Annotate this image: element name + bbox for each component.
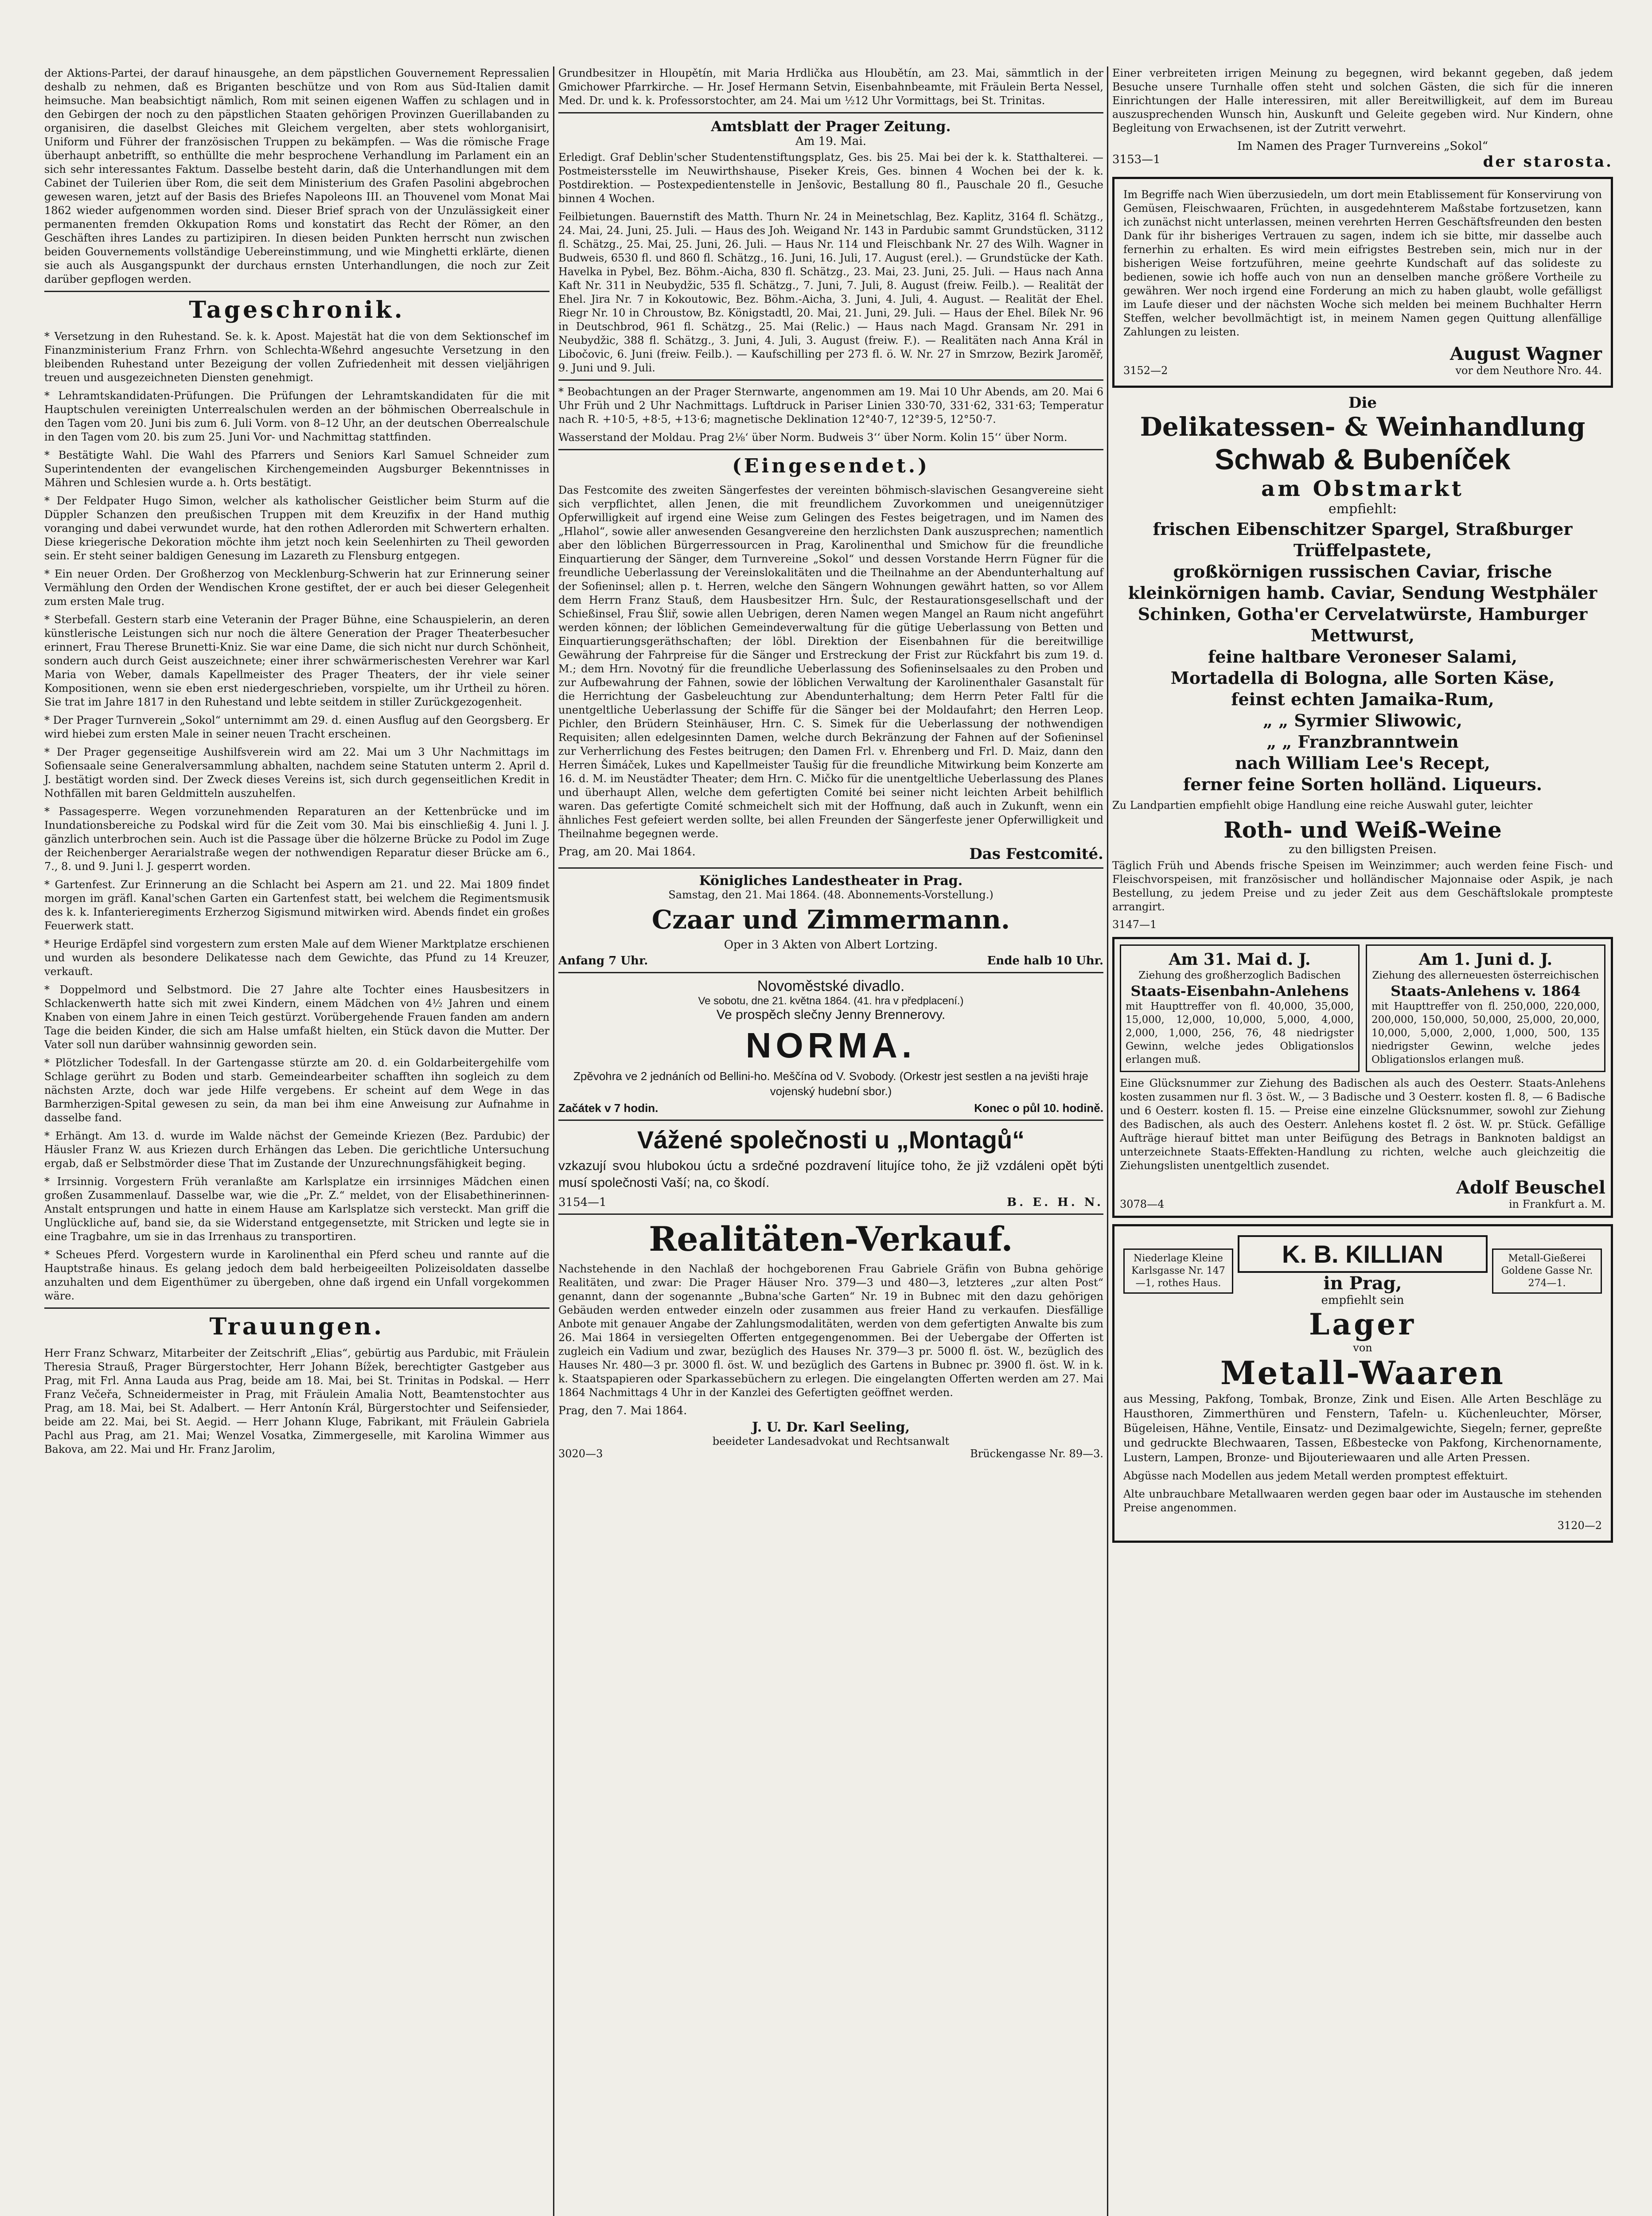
date-line: Prag, den 7. Mai 1864.: [558, 1404, 687, 1417]
theater-title: Czaar und Zimmermann.: [651, 905, 1010, 935]
chronicle-item: * Plötzlicher Todesfall. In der Gartengasse stürzte am 20. d. ein Goldarbeitergehilfe vom Schlage gerührt zu Boden und starb. Gemeindearbeiter schafften ihn sogleich zu dem nächsten Arzte, doch war jede Hilfe vergebens. Er scheint auf dem Wege in das Barmherzigen-Spital gewesen zu sein, da man bei ihm eine Anweisung zur Aufnahme in dasselbe fand.: [44, 1057, 549, 1124]
ad-number: 3120—2: [1557, 1519, 1602, 1532]
chronicle-item: * Der Prager gegenseitige Aushilfsverein wird am 22. Mai um 3 Uhr Nachmittags im Sofiensaale seine Generalversammlung abhalten, nachdem seine Statuten unterm 2. April d. J. bestätigt worden sind. Der Zweck dieses Vereins ist, sich durch gegenseitlichen Kredit in Nothfällen mit baren Geldmitteln auszuhelfen.: [44, 746, 549, 800]
product-item: „ „ Franzbranntwein: [1266, 732, 1459, 752]
lottery-date: Am 1. Juni d. J.: [1418, 950, 1553, 969]
product-item: Mortadella di Bologna, alle Sorten Käse,: [1170, 668, 1555, 688]
czech-theater-date: Ve sobotu, dne 21. května 1864. (41. hra v předplacení.): [698, 995, 964, 1007]
politics-article: der Aktions-Partei, der darauf hinausgehe, an dem päpstlichen Gouvernement Repressalien deshalb zu nehmen, daß es Briganten beschütze und von Rom aus Süd-Italien damit heimsuche. Man beabsichtigt nämlich, Rom mit seinen eigenen Waffen zu schlagen und in den Gebirgen der noch zu den päpstlichen Staaten gehörigen Provinzen Guerillabanden zu organisiren, die daselbst Gleiches mit Gleichem vergelten, aber stets wohlorganisirt, Uniform und Führer der französischen Truppen zu bekämpfen. — Was die römische Frage überhaupt anbetrifft, so enthüllte die mehr besprochene Verhandlung im Parlament ein an sich sehr interessantes Faktum. Dasselbe besteht darin, daß die Unterhandlungen mit dem Cabinet der Tuilerien über Rom, die seit dem Ministerium des Grafen Pasolini abgebrochen gewesen waren, jetzt auf der Basis des Briefes Napoleons III. an Thouvenel vom Monat Mai 1862 wieder aufgenommen worden sind. Dieser Brief sprach von der Unzulässigkeit einer permanenten fremden Okkupation Roms und konstatirt das Recht der Römer, an den Geschäften ihres Landes zu partizipiren. In diesen beiden Punkten herrscht nun zwischen beiden Gouvernements vollständige Uebereinstimmung, und wie Minghetti erklärte, dienen sie auch als Ausgangspunkt der durchaus ernsten Unterhandlungen, die noch zur Zeit darüber gepflogen werden.: [44, 67, 549, 285]
lottery-right: [1366, 944, 1605, 1072]
chronicle-item: * Doppelmord und Selbstmord. Die 27 Jahre alte Tochter eines Hausbesitzers in Schlackenwerth hatte sich mit zwei Kindern, einem Mädchen von 4½ Jahren und einem Knaben von einem Jahre in einen Teich gestürzt. Vorübergehende Frauen fanden am andern Tage die beiden Kinder, die sich am Halse umfaßt hielten, ein Stück davon die Mutter. Der Vater soll nun darüber wahnsinnig geworden sein.: [44, 983, 549, 1051]
product-list: [1112, 519, 1613, 795]
montagu-title: Vážené společnosti u „Montagů“: [637, 1126, 1025, 1154]
advertiser-name: Adolf Beuschel: [1456, 1177, 1605, 1198]
divider: [558, 1120, 1103, 1121]
czech-theater-start: Začátek v 7 hodin.: [558, 1101, 658, 1115]
chronicle-item: * Heurige Erdäpfel sind vorgestern zum ersten Male auf dem Wiener Marktplatze erschienen und wurden als besondere Delikatesse nach dem Gewichte, das Pfund zu 14 Kreuzer, verkauft.: [44, 938, 550, 978]
divider: [558, 449, 1103, 450]
firm-location: am Obstmarkt: [1261, 476, 1464, 501]
wagner-ad: [1112, 177, 1613, 388]
von-label: von: [1353, 1342, 1372, 1354]
lottery-text: mit Haupttreffer von fl. 250,000, 220,000, 200,000, 150,000, 50,000, 25,000, 20,000, 10,000, 5,000, 2,000, 1,000, 500, 135 niedrigster Gewinn, welche jedes Obligationslos erlangen muß.: [1371, 1001, 1600, 1065]
lottery-ad: [1112, 937, 1613, 1218]
lottery-conditions: Eine Glücksnummer zur Ziehung des Badischen als auch des Oesterr. Staats-Anlehens kosten zusammen nur fl. 3 öst. W., — 3 Badische und 3 Oesterr. kosten fl. 8, — 6 Badische und 6 Oesterr. kosten fl. 15. — Preise eine einzelne Glücksnummer, sowohl zur Ziehung des Badischen, als auch des Oesterr. Anlehens kostet fl. 2 öst. W. pr. Stück. Gefällige Aufträge hierauf bittet man unter Beifügung des Betrags in Banknoten baldigst an unterzeichnete Staats-Effekten-Handlung zu richten, welche auch gleichzeitig die Ziehungslisten unentgeltlich zusendet.: [1120, 1077, 1605, 1172]
date-line: Am 19. Mai.: [795, 135, 866, 148]
ad-number: 3153—1: [1112, 153, 1161, 166]
ad-text: Zu Landpartien empfiehlt obige Handlung eine reiche Auswahl guter, leichter: [1112, 799, 1533, 811]
chronicle-item: * Scheues Pferd. Vorgestern wurde in Karolinenthal ein Pferd scheu und rannte auf die Hauptstraße hinaus. Es gelang jedoch dem bald herbeigeeilten Polizeisoldaten dasselbe anzuhalten und dem Eigenthümer zu übergeben, ohne daß irgend ein Unfall vorgekommen wäre.: [44, 1248, 549, 1302]
divider: [44, 291, 549, 292]
theater-end: Ende halb 10 Uhr.: [987, 954, 1103, 968]
turnverein-notice: Einer verbreiteten irrigen Meinung zu begegnen, wird bekannt gegeben, daß jedem Besuche unsere Turnhalle offen steht und solchen Gästen, die sich für die inneren Einrichtungen der Halle interessiren, mit aller Bereitwilligkeit, auf dem im Bureau auszusprechenden Wunsch hin, Auskunft und Geleite gegeben wird. Nur Kindern, ohne Begleitung von Erwachsenen, ist der Zutritt verwehrt.: [1112, 67, 1613, 134]
product-item: „ „ Syrmier Sliwowic,: [1263, 710, 1462, 730]
column-1: [44, 66, 549, 1461]
montagu-text: vzkazují svou hlubokou úctu a srdečné pozdravení litujíce toho, že již vzdáleni opět býti musí společnosti Vaší; na, co škodí.: [558, 1159, 1103, 1190]
product-item: großkörnigen russischen Caviar, frische kleinkörnigen hamb. Caviar, Sendung Westphäler Schinken, Gotha'er Cervelatwürste, Hamburger Mettwurst,: [1128, 562, 1597, 645]
section-heading: (Eingesendet.): [732, 455, 930, 477]
chronicle-item: * Gartenfest. Zur Erinnerung an die Schlacht bei Aspern am 21. und 22. Mai 1809 findet morgen im gräfl. Kanal'schen Garten ein Gartenfest statt, bei welchem die Regimentsmusik des k. k. Infanterieregiments Erzherzog Sigismund mitwirken wird. Abends findet ein großes Feuerwerk statt.: [44, 878, 549, 932]
submitted-text: Das Festcomite des zweiten Sängerfestes der vereinten böhmisch-slavischen Gesangvereine sieht sich verpflichtet, allen Jenen, die mit freundlichem Zuvorkommen und uneigennütziger Opferwilligkeit auf irgend eine Weise zum Gelingen des Festes beigetragen, und im Namen des „Hlahol“, sowie aller anwesenden Gesangvereine den herzlichsten Dank auszusprechen; namentlich aber den löblichen Bürgerressourcen in Prag, Karolinenthal und Smichow für die freundliche Einquartierung der Sänger, dem Turnvereine „Sokol“ und dessen Vorstande Herrn Fügner für die freundliche Ueberlassung der Vereinslokalitäten und die Theilnahme an der Abendunterhaltung auf der Sofieninsel; allen p. t. Herren, welche den Sängern Wohnungen gewährt hatten, so vor Allem dem Herrn Franz Stauß, dem Hausbesitzer Hrn. Šulc, der Restaurationsgesellschaft und der Schießinsel, Frau Šliř, sowie allen Uebrigen, deren Namen wegen Mangel an Raum nicht angeführt werden können; der löblichen Gemeindeverwaltung für die gütige Ueberlassung von Betten und Einquartierungsgeräthschaften; der löbl. Direktion der Eisenbahnen für die bereitwillige Gewährung der Fahrpreise für die Sänger und Erstreckung der Frist zur Rückfahrt bis zum 19. d. M.; dem Hrn. Novotný für die freundliche Ueberlassung des Sofieninselsaales zu den Proben und zur Aufbewahrung der Fahnen, sowie der löblichen Verwaltung der Karolinenthaler Gasanstalt für die Herrichtung der Gasbeleuchtung zur Abendunterhaltung; dem Herrn Peter Faltl für die unentgeltliche Ueberlassung der Schiffe für die Sänger bei der Moldaufahrt; den Herren Leop. Pichler, den Brüdern Steinhäuser, Hrn. C. S. Simek für die Ueberlassung der nothwendigen Requisiten; allen edelgesinnten Damen, welche durch Bekränzung der Fahnen auf der Sofieninsel zur Verherrlichung des Festes beitrugen; den Damen Frl. v. Ehrenberg und Frl. D. Maiz, dann den Herren Šimáček, Lukes und Kapellmeister Taušig für die freundliche Mitwirkung beim Konzerte am 16. d. M. im Neustädter Theater; dem Hrn. C. Mičko für die unentgeltliche Ueberlassung des Planes und überhaupt Allen, welche dem gefertigten Comité bei seiner nicht leichten Arbeit behilflich waren. Das gefertigte Comité schmeichelt sich mit der Hoffnung, daß auch in Zukunft, wenn ein ähnliches Fest gefeiert werden sollte, bei allen Freunden der Sängerfeste jener Opferwilligkeit und Theilnahme begegnen werde.: [558, 484, 1103, 840]
lottery-heading: Ziehung des allerneuesten österreichischen: [1372, 970, 1599, 981]
divider: [44, 1307, 549, 1309]
lager-heading: Lager: [1309, 1307, 1417, 1342]
signature: Im Namen des Prager Turnvereins „Sokol“: [1237, 140, 1488, 153]
recommends-label: empfiehlt:: [1328, 501, 1397, 517]
ad-article: Die: [1348, 394, 1377, 412]
section-heading: Amtsblatt der Prager Zeitung.: [711, 118, 951, 135]
chronicle-item: * Lehramtskandidaten-Prüfungen. Die Prüfungen der Lehramtskandidaten für die mit Hauptschulen vereinigten Unterrealschulen werden an der böhmischen Oberrealschule in den Tagen vom 20. Juni bis zum 6. Juli Vorm. von 8–12 Uhr, an der deutschen Oberrealschule in den Tagen vom 20. bis zum 25. Juni Vor- und Nachmittag stattfinden.: [44, 390, 549, 443]
firm-name: Schwab & Bubeníček: [1215, 443, 1511, 476]
lottery-text: mit Haupttreffer von fl. 40,000, 35,000, 15,000, 12,000, 10,000, 5,000, 4,000, 2,000, 1,000, 256, 76, 48 niedrigster Gewinn, welche jedes Obligationslos erlangen muß.: [1126, 1001, 1354, 1065]
ad-number: 3078—4: [1120, 1198, 1165, 1210]
chronicle-list: [44, 330, 549, 1303]
lottery-title: Staats-Eisenbahn-Anlehens: [1130, 983, 1349, 999]
signature: B. E. H. N.: [1007, 1196, 1103, 1209]
notice-item: Feilbietungen. Bauernstift des Matth. Thurn Nr. 24 in Meinetschlag, Bez. Kaplitz, 3164 fl. Schätzg., 24. Mai, 24. Juni, 25. Juli. — Haus des Joh. Weigand Nr. 143 in Pardubic sammt Grundstücken, 3112 fl. Schätzg., 25. Mai, 25. Juni, 26. Juli. — Haus Nr. 114 und Fleischbank Nr. 27 des Wilh. Wagner in Budweis, 6530 fl. und 860 fl. Schätzg., 16. Juni, 16. Juli, 17. August (erel.). — Grundstücke der Kath. Havelka in Pybel, Bez. Böhm.-Aicha, 830 fl. Schätzg., 23. Mai, 23. Juni, 25. Juli. — Haus nach Anna Kaft Nr. 311 in Neubydžic, 535 fl. Schätzg., 7. Juni, 7. Juli, 8. August (freiw. Feilb.). — Realität der Ehel. Jira Nr. 7 in Kokoutowic, Bez. Böhm.-Aicha, 3. Juni, 4. Juli, 4. August. — Realität der Ehel. Riegr Nr. 10 in Chroustow, Bz. Königstadtl, 20. Mai, 21. Juni, 29. Juli. — Haus der Ehel. Bílek Nr. 96 in Deutschbrod, 961 fl. Schätzg., 25. Mai (Relic.) — Haus nach Magd. Gransam Nr. 291 in Neubydžic, 388 fl. Schätzg., 3. Juni, 4. Juli, 3. August (freiw. F.). — Realitäten nach Anna Král in Libočovic, 6. Juni (freiw. Feilb.). — Kaufschilling per 273 fl. ö. W. Nr. 27 in Smrzow, Bezirk Jaroměř, 9. Juni und 9. Juli.: [558, 211, 1103, 374]
chronicle-item: * Sterbefall. Gestern starb eine Veteranin der Prager Bühne, eine Schauspielerin, an deren künstlerische Leistungen sich nur noch die ältere Generation der Prager Theaterbesucher erinnert, Frau Therese Brunetti-Kniz. Sie war eine Dame, die sich nicht nur durch Schönheit, sondern auch durch Geist auszeichnete; einer ihrer schwärmerischesten Verehrer war Karl Maria von Weber, damals Kapellmeister des Prager Theaters, der ihr viele seiner Kompositionen, wenn sie eben erst niedergeschrieben, vorspielte, um ihr Urtheil zu hören. Sie trat im Jahre 1817 in den Ruhestand und lebte seitdem in stiller Zurückgezogenheit.: [44, 613, 549, 708]
metall-heading: Metall-Waaren: [1220, 1354, 1505, 1392]
czech-theater-subtitle: Zpěvohra ve 2 jednáních od Bellini-ho. Meščína od V. Svobody. (Orkestr jest sestlen a na jevišti hraje vojenský hudební sbor.): [573, 1069, 1088, 1098]
advertiser-name: August Wagner: [1449, 343, 1602, 364]
firm-city: in Prag,: [1323, 1273, 1402, 1294]
theater-subtitle: Oper in 3 Akten von Albert Lortzing.: [724, 938, 938, 952]
signature: Das Festcomité.: [969, 845, 1103, 863]
ad-number: 3020—3: [558, 1447, 603, 1460]
czech-theater-end: Konec o půl 10. hodině.: [974, 1101, 1103, 1115]
divider: [558, 379, 1103, 381]
product-item: ferner feine Sorten holländ. Liqueurs.: [1183, 774, 1542, 794]
theater-heading: Königliches Landestheater in Prag.: [699, 873, 963, 889]
notice-item: Erledigt. Graf Deblin'scher Studentenstiftungsplatz, Ges. bis 25. Mai bei der k. k. Statthalterei. — Postmeistersstelle im Neuwirthshause, Piseker Kreis, Ges. binnen 4 Wochen bei der k. k. Postdirektion. — Postexpedientenstelle in Jenšovic, Bestallung 80 fl., Pauschale 20 fl., Gesuche binnen 4 Wochen.: [558, 151, 1103, 205]
chronicle-item: * Erhängt. Am 13. d. wurde im Walde nächst der Gemeinde Kriezen (Bez. Pardubic) der Häusler Franz W. aus Kriezen durch Erhängen das Leben. Die gerichtliche Untersuchung ergab, daß er Selbstmörder diese That im Zustande der Unzurechnungsfähigkeit beging.: [44, 1130, 549, 1170]
advertiser-address: vor dem Neuthore Nro. 44.: [1455, 364, 1602, 377]
weddings-text: Herr Franz Schwarz, Mitarbeiter der Zeitschrift „Elias“, gebürtig aus Pardubic, mit Fräulein Theresia Strauß, Prager Bürgerstochter, Herr Johann Bížek, berechtigter Gastgeber aus Prag, mit Frl. Anna Lauda aus Prag, beide am 18. Mai, bei St. Trinitas in Podskal. — Herr Franz Večeřa, Schneidermeister in Prag, mit Fräulein Amalia Nott, Beamtenstochter aus Prag, am 18. Mai, bei St. Adalbert. — Herr Antonín Král, Bürgerstochter und Seifensieder, beide am 22. Mai, bei St. Aegid. — Herr Johann Kluge, Fabrikant, mit Fräulein Gabriela Pachl aus Prag, am 21. Mai; Wenzel Vosatka, Zimmergeselle, mit Karolina Wimmer aus Bakova, am 22. Mai und Hr. Franz Jarolim,: [44, 1347, 549, 1455]
official-notices: [558, 151, 1103, 375]
column-3: [1112, 66, 1613, 1549]
ad-number: 3147—1: [1112, 918, 1157, 931]
signature-title: beeideter Landesadvokat und Rechtsanwalt: [712, 1435, 950, 1447]
price-note: zu den billigsten Preisen.: [1289, 843, 1437, 856]
column-rule: [553, 66, 554, 2216]
theater-date: Samstag, den 21. Mai 1864. (48. Abonnements-Vorstellung.): [668, 889, 994, 901]
ad-text: Täglich Früh und Abends frische Speisen im Weinzimmer; auch werden feine Fisch- und Fleischvorspeisen, mit französischer und holländischer Majonnaise oder Aspik, je nach Bestellung, zu jedem Preise und zu jeder Zeit aus dem Geschäftslokale prompteste arrangirt.: [1112, 859, 1613, 913]
czech-theater-benefit: Ve prospěch slečny Jenny Brennerovy.: [716, 1007, 946, 1022]
column-rule: [1107, 66, 1108, 2216]
ad-text: Alte unbrauchbare Metallwaaren werden gegen baar oder im Austausche im stehenden Preise angenommen.: [1123, 1488, 1602, 1514]
product-item: feine haltbare Veroneser Salami,: [1208, 647, 1517, 667]
wagner-text: Im Begriffe nach Wien überzusiedeln, um dort mein Etablissement für Konservirung von Gemüsen, Fleischwaaren, Früchten, in ausgedehnterem Maßstabe fortzusetzen, kann ich zunächst nicht unterlassen, meinen verehrten Herren Geschäftsfreunden den besten Dank für ihr bisheriges Vertrauen zu sagen, indem ich sie bitte, mir dasselbe auch fernerhin zu erhalten. Es wird mein eifrigstes Bestreben sein, mich nur in der bisherigen Weise fortzuführen, meine geehrte Kundschaft auf das solideste zu bedienen, sowie ich hoffe auch von nun an denselben manche größere Vortheile zu gewähren. Wer noch irgend eine Forderung an mich zu haben glaubt, wolle gefälligst im Laufe dieser und der nächsten Woche sich melden bei meinem Buchhalter Herrn Steffen, welcher bevollmächtigt ist, in meinem Namen gegen Quittung allenfällige Zahlungen zu leisten.: [1123, 188, 1602, 338]
divider: [558, 112, 1103, 113]
storehouse-box: Niederlage Kleine Karlsgasse Nr. 147—1, rothes Haus.: [1123, 1248, 1233, 1294]
chronicle-item: * Ein neuer Orden. Der Großherzog von Mecklenburg-Schwerin hat zur Erinnerung seiner Vermählung den Orden der Wendischen Krone gestiftet, der er auch bei dieser Gelegenheit zum ersten Male trug.: [44, 568, 549, 608]
ad-text: aus Messing, Pakfong, Tombak, Bronze, Zink und Eisen. Alle Arten Beschläge zu Hausthoren, Zimmerthüren und Fenstern, Tafeln- u. Küchenleuchter, Mörser, Bügeleisen, Hähne, Ventile, Einsatz- und Dezimalgewichte, Siegeln; ferner, gepreßte und gedruckte Blechwaaren, Tassen, Eßbestecke von Pakfong, Kirchenornamente, Lustern, Lampen, Bronze- und Bijouteriewaaren und alle Arten Pressen.: [1123, 1393, 1602, 1464]
lottery-heading: Ziehung des großherzoglich Badischen: [1138, 970, 1341, 981]
lottery-date: Am 31. Mai d. J.: [1169, 950, 1311, 969]
real-estate-title: Realitäten-Verkauf.: [649, 1219, 1013, 1259]
product-item: feinst echten Jamaika-Rum,: [1231, 689, 1494, 709]
chronicle-item: * Der Prager Turnverein „Sokol“ unternimmt am 29. d. einen Ausflug auf den Georgsberg. Er wird hiebei zum ersten Male in seiner neuen Tracht erscheinen.: [44, 714, 549, 740]
signature-address: Brückengasse Nr. 89—3.: [970, 1447, 1103, 1460]
wine-heading: Roth- und Weiß-Weine: [1223, 817, 1502, 843]
product-item: nach William Lee's Recept,: [1235, 753, 1490, 773]
lottery-left: [1120, 944, 1360, 1072]
ad-number: 3154—1: [558, 1196, 607, 1209]
section-heading: Tageschronik.: [189, 297, 405, 324]
product-item: frischen Eibenschitzer Spargel, Straßburger Trüffelpastete,: [1153, 519, 1573, 560]
chronicle-item: * Der Feldpater Hugo Simon, welcher als katholischer Geistlicher beim Sturm auf die Düppler Schanzen den preußischen Truppen mit dem Kreuzifix in der Hand muthig voranging und dabei verwundet wurde, hat den rothen Adlerorden mit Schwertern erhalten. Diese kriegerische Dekoration möchte ihm jetzt noch kein Seelenhirten zu Theil geworden sein. Er steht seiner baldigen Genesung im Lazareth zu Flensburg entgegen.: [44, 495, 549, 562]
ad-number: 3152—2: [1123, 364, 1168, 377]
theater-start: Anfang 7 Uhr.: [558, 954, 648, 968]
divider: [558, 972, 1103, 973]
weddings-continued: Grundbesitzer in Hloupětín, mit Maria Hrdlička aus Hloubětín, am 23. Mai, sämmtlich in der Gmichower Pfarrkirche. — Hr. Josef Hermann Setvin, Eisenbahnbeamte, mit Fräulein Berta Nessel, Med. Dr. und k. k. Professorstochter, am 24. Mai um ½12 Uhr Vormittags, bei St. Trinitas.: [558, 67, 1103, 107]
section-heading: Trauungen.: [209, 1313, 385, 1340]
chronicle-item: * Irrsinnig. Vorgestern Früh veranlaßte am Karlsplatze ein irrsinniges Mädchen einen großen Zusammenlauf. Dasselbe war, wie die „Pr. Z.“ meldet, von der Elisabethinerinnen-Anstalt entsprungen und hatte in einem Hause am Karlsplatze sich versteckt. Man griff die Unglückliche auf, band sie, da sie Widerstand entgegensetzte, mit Stricken und legte sie in eine Tragbahre, um sie in das Irrenhaus zu transportiren.: [44, 1175, 549, 1243]
water-level: Wasserstand der Moldau. Prag 2⅛‘ über Norm. Budweis 3‘‘ über Norm. Kolin 15‘‘ über Norm.: [558, 431, 1068, 444]
killian-ad: [1112, 1224, 1613, 1543]
recommends-label: empfiehlt sein: [1321, 1294, 1404, 1307]
observatory-report: * Beobachtungen an der Prager Sternwarte, angenommen am 19. Mai 10 Uhr Abends, am 20. Mai 6 Uhr Früh und 2 Uhr Nachmittags. Luftdruck in Pariser Linien 330·70, 331·62, 331·63; Temperatur nach R. +10·5, +8·5, +13·6; magnetische Deklination 12°40·7, 12°39·5, 12°50·7.: [558, 386, 1103, 425]
chronicle-item: * Bestätigte Wahl. Die Wahl des Pfarrers und Seniors Karl Samuel Schneider zum Superintendenten der evangelischen Kirchengemeinden Augsburger Bekenntnisses in Mähren und Schlesien wurde a. h. Orts bestätigt.: [44, 449, 549, 489]
signature: der starosta.: [1483, 153, 1613, 171]
divider: [558, 867, 1103, 869]
delikatessen-ad: [1112, 394, 1613, 931]
date-line: Prag, am 20. Mai 1864.: [558, 845, 696, 858]
advertiser-city: in Frankfurt a. M.: [1508, 1198, 1605, 1210]
czech-theater-title: NORMA.: [745, 1026, 916, 1065]
column-2: [558, 66, 1103, 1460]
firm-name: K. B. KILLIAN: [1238, 1235, 1488, 1273]
ad-title: Delikatessen- & Weinhandlung: [1140, 412, 1586, 442]
real-estate-text: Nachstehende in den Nachlaß der hochgeborenen Frau Gabriele Gräfin von Bubna gehörige Realitäten, und zwar: Die Prager Häuser Nro. 379—3 und 480—3, letzteres „zur alten Post“ genannt, dann der sogenannte „Bubna'sche Garten“ Nr. 19 in Bubnec mit den dazu gehörigen Gebäuden werden entweder einzeln oder zusammen aus freier Hand zu verkaufen. Diesfällige Anbote mit genauer Angabe der Zahlungsmodalitäten, werden von dem gefertigten Anwalte bis zum 26. Mai 1864 in versiegelten Offerten entgegengenommen. Bei der Uebergabe der Offerten ist zugleich ein Vadium und zwar, bezüglich des Hauses Nr. 379—3 pr. 5000 fl. öst. W., bezüglich des Hauses Nr. 480—3 pr. 3000 fl. öst. W. und bezüglich des Gartens in Bubnec pr. 3900 fl. öst. W. in k. k. Staatspapieren oder Sparkassebüchern zu erlegen. Die eingelangten Offerten werden am 27. Mai 1864 Nachmittags 4 Uhr in der Kanzlei des Gefertigten geöffnet werden.: [558, 1263, 1103, 1399]
lottery-title: Staats-Anlehens v. 1864: [1391, 983, 1581, 999]
chronicle-item: * Passagesperre. Wegen vorzunehmenden Reparaturen an der Kettenbrücke und im Inundationsbereiche zu Podskal wird für die Zeit vom 30. Mai bis einschließig 4. Juni l. J. gänzlich unterbrochen sein. Auch ist die Passage über die hölzerne Brücke zu Podol im Zuge der Reichenberger Aerarialstraße wegen der nothwendigen Reparatur dieser Brücke am 6., 7., 8. und 9. Juni l. J. gesperrt worden.: [44, 805, 549, 873]
signature: J. U. Dr. Karl Seeling,: [752, 1420, 910, 1435]
chronicle-item: * Versetzung in den Ruhestand. Se. k. k. Apost. Majestät hat die von dem Sektionschef im Finanzministerium Franz Frhrn. von Schlechta-Wßehrd angesuchte Versetzung in den bleibenden Ruhestand unter Bezeigung der vollen Zufriedenheit mit dessen vieljährigen treuen und ausgezeichneten Diensten genehmigt.: [44, 330, 549, 384]
czech-theater-heading: Novoměstské divadlo.: [757, 978, 905, 995]
newspaper-page: [44, 66, 1613, 2216]
ad-text: Abgüsse nach Modellen aus jedem Metall werden promptest effektuirt.: [1123, 1470, 1508, 1482]
divider: [558, 1213, 1103, 1215]
foundry-box: Metall-Gießerei Goldene Gasse Nr. 274—1.: [1492, 1248, 1602, 1294]
